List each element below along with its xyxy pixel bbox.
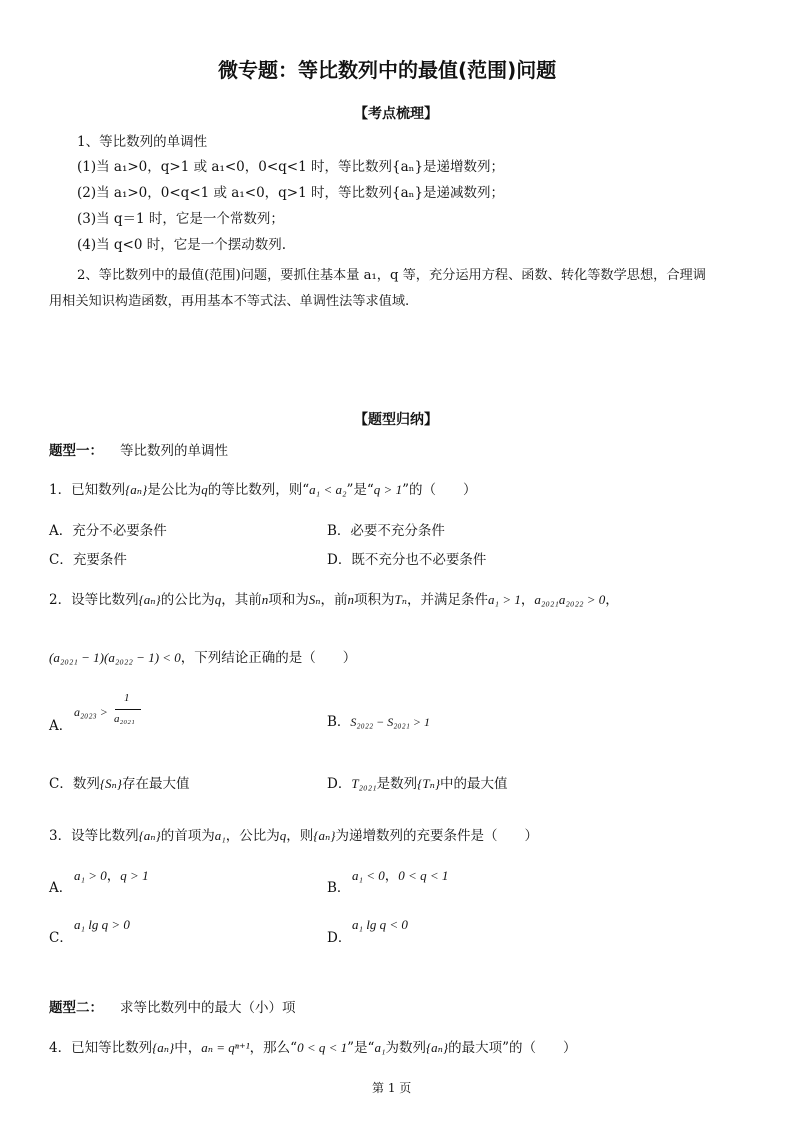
q3-option-c: a₁ lg q > 0 <box>74 917 130 932</box>
monotonicity-item-1: (1)当 a₁>0，q>1 或 a₁<0，0<q<1 时，等比数列{aₙ}是递增数列； <box>77 159 505 175</box>
q1-option-b: B．必要不充分条件 <box>327 523 445 539</box>
q2-option-c: C．数列{Sₙ}存在最大值 <box>49 776 190 792</box>
question-4: 4．已知等比数列{aₙ}中，aₙ = qⁿ⁺¹，那么“0 < q < 1”是“a₁为数列{aₙ}的最大项”的（ ） <box>49 1040 577 1056</box>
monotonicity-heading: 1、等比数列的单调性 <box>77 134 208 150</box>
q2-option-a-numerator: 1 <box>124 692 130 704</box>
fraction-bar <box>115 709 141 710</box>
q3-option-d-label: D． <box>327 930 352 946</box>
type2-title: 求等比数列中的最大（小）项 <box>120 1000 296 1016</box>
page-title: 微专题：等比数列中的最值(范围)问题 <box>218 58 557 82</box>
q1-option-d: D．既不充分也不必要条件 <box>327 552 487 568</box>
q1-option-a: A．充分不必要条件 <box>49 523 167 539</box>
q2-option-d: D．T₂₀₂₁是数列{Tₙ}中的最大值 <box>327 776 508 792</box>
q2-option-a-label: A． <box>49 718 73 734</box>
q3-option-b-label: B． <box>327 880 351 896</box>
q3-option-b: a₁ < 0，0 < q < 1 <box>352 868 449 884</box>
sequence-symbol: {aₙ} <box>125 482 148 497</box>
q3-option-c-label: C． <box>49 930 73 946</box>
monotonicity-item-3: (3)当 q＝1 时，它是一个常数列； <box>77 211 284 227</box>
question-2: 2．设等比数列{aₙ}的公比为q，其前n项和为Sₙ，前n项积为Tₙ，并满足条件a₁ > 1，a₂₀₂₁a₂₀₂₂ > 0， <box>49 592 619 608</box>
section-header-kaodian: 【考点梳理】 <box>354 106 438 122</box>
q2-option-b: B．S₂₀₂₂ − S₂₀₂₁ > 1 <box>327 714 430 730</box>
type1-title: 等比数列的单调性 <box>120 443 228 459</box>
q3-option-a: a₁ > 0，q > 1 <box>74 868 149 884</box>
q1-option-c: C．充要条件 <box>49 552 127 568</box>
q2-option-a-denominator: a₂₀₂₁ <box>114 713 135 725</box>
monotonicity-item-4: (4)当 q<0 时，它是一个摆动数列. <box>77 237 287 253</box>
q3-option-d: a₁ lg q < 0 <box>352 917 408 932</box>
section-header-tixing: 【题型归纳】 <box>354 412 438 428</box>
q2-option-a-lhs: a₂₀₂₃ > <box>74 705 108 719</box>
q3-option-a-label: A． <box>49 880 73 896</box>
type1-label: 题型一： <box>49 443 103 459</box>
question-1: 1．已知数列{aₙ}是公比为q的等比数列，则“a₁ < a₂”是“q > 1”的（ ） <box>49 482 477 498</box>
question-3: 3．设等比数列{aₙ}的首项为a₁，公比为q，则{aₙ}为递增数列的充要条件是（ ） <box>49 828 538 844</box>
extremum-paragraph-line-2: 用相关知识构造函数，再用基本不等式法、单调性法等求值域. <box>49 294 410 309</box>
extremum-paragraph-line-1: 2、等比数列中的最值(范围)问题，要抓住基本量 a₁，q 等，充分运用方程、函数、转化等数学思想，合理调 <box>77 268 706 283</box>
monotonicity-item-2: (2)当 a₁>0，0<q<1 或 a₁<0，q>1 时，等比数列{aₙ}是递减数列； <box>77 185 505 201</box>
page-number: 第 1 页 <box>372 1081 412 1095</box>
type2-label: 题型二： <box>49 1000 103 1016</box>
question-2-line-2: (a₂₀₂₁ − 1)(a₂₀₂₂ − 1) < 0，下列结论正确的是（ ） <box>49 650 357 666</box>
